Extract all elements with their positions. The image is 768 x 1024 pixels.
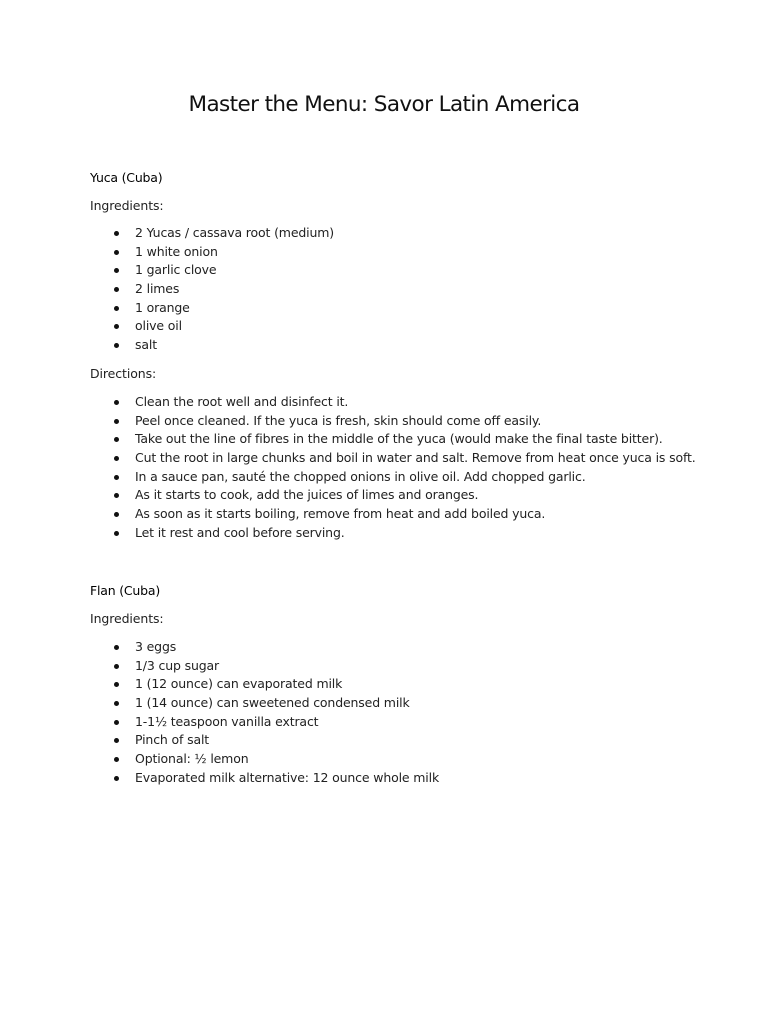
list-item [0,524,696,543]
bullet-icon [114,400,119,405]
ingredients-list-yuca [0,224,334,355]
bullet-icon [114,268,119,273]
bullet-icon [114,512,119,517]
bullet-icon [114,343,119,348]
bullet-icon [114,437,119,442]
list-item [0,317,334,336]
list-item [0,449,696,468]
list-item-text: 1 (12 ounce) can evaporated milk [135,676,343,692]
bullet-icon [114,287,119,292]
list-item [0,694,439,713]
list-item [0,393,696,412]
bullet-icon [114,682,119,687]
bullet-icon [114,664,119,669]
list-item-text: Evaporated milk alternative: 12 ounce whole milk [135,769,440,785]
bullet-icon [114,419,119,424]
list-item [0,675,439,694]
directions-list-yuca [0,393,696,543]
list-item [0,261,334,280]
bullet-icon [114,720,119,725]
list-item-text: salt [135,337,157,353]
list-item [0,731,439,750]
list-item-text: 1 orange [135,299,190,315]
list-item-text: 1 garlic clove [135,262,217,278]
ingredients-label-yuca: Ingredients: [90,198,164,213]
list-item-text: 1-1½ teaspoon vanilla extract [135,713,319,729]
list-item-text: As soon as it starts boiling, remove from heat and add boiled yuca. [135,506,546,522]
list-item [0,638,439,657]
list-item-text: 1 (14 ounce) can sweetened condensed milk [135,695,410,711]
list-item-text: As it starts to cook, add the juices of limes and oranges. [135,487,479,503]
list-item [0,713,439,732]
list-item-text: 3 eggs [135,639,177,654]
list-item [0,224,334,243]
ingredients-list-flan [0,638,439,788]
bullet-icon [114,493,119,498]
list-item-text: Cut the root in large chunks and boil in water and salt. Remove from heat once yuca is soft. [135,450,696,466]
list-item-text: Let it rest and cool before serving. [135,524,345,540]
bullet-icon [114,324,119,329]
list-item [0,243,334,262]
list-item [0,486,696,505]
list-item-text: 1 white onion [135,243,218,259]
bullet-icon [114,456,119,461]
page-title: Master the Menu: Savor Latin America [188,92,580,117]
list-item [0,468,696,487]
bullet-icon [114,475,119,480]
recipe-heading-flan: Flan (Cuba) [90,583,161,598]
list-item [0,505,696,524]
list-item [0,299,334,318]
list-item-text: In a sauce pan, sauté the chopped onions in olive oil. Add chopped garlic. [135,468,586,484]
directions-label-yuca: Directions: [90,366,157,381]
bullet-icon [114,738,119,743]
list-item [0,657,439,676]
ingredients-label-flan: Ingredients: [90,611,164,626]
bullet-icon [114,701,119,706]
list-item-text: Clean the root well and disinfect it. [135,394,349,409]
list-item-text: 2 limes [135,281,180,297]
bullet-icon [114,306,119,311]
list-item [0,769,439,788]
list-item [0,280,334,299]
list-item-text: Take out the line of fibres in the middle of the yuca (would make the final taste bitter). [135,431,663,447]
list-item-text: Pinch of salt [135,732,210,748]
bullet-icon [114,757,119,762]
recipe-heading-yuca: Yuca (Cuba) [90,170,163,185]
list-item [0,750,439,769]
list-item [0,336,334,355]
list-item-text: Optional: ½ lemon [135,751,249,767]
list-item-text: 1/3 cup sugar [135,657,220,673]
bullet-icon [114,250,119,255]
list-item [0,412,696,431]
bullet-icon [114,531,119,536]
bullet-icon [114,645,119,650]
list-item [0,430,696,449]
bullet-icon [114,231,119,236]
list-item-text: Peel once cleaned. If the yuca is fresh, skin should come off easily. [135,412,542,428]
bullet-icon [114,776,119,781]
list-item-text: 2 Yucas / cassava root (medium) [135,225,335,240]
list-item-text: olive oil [135,318,182,334]
